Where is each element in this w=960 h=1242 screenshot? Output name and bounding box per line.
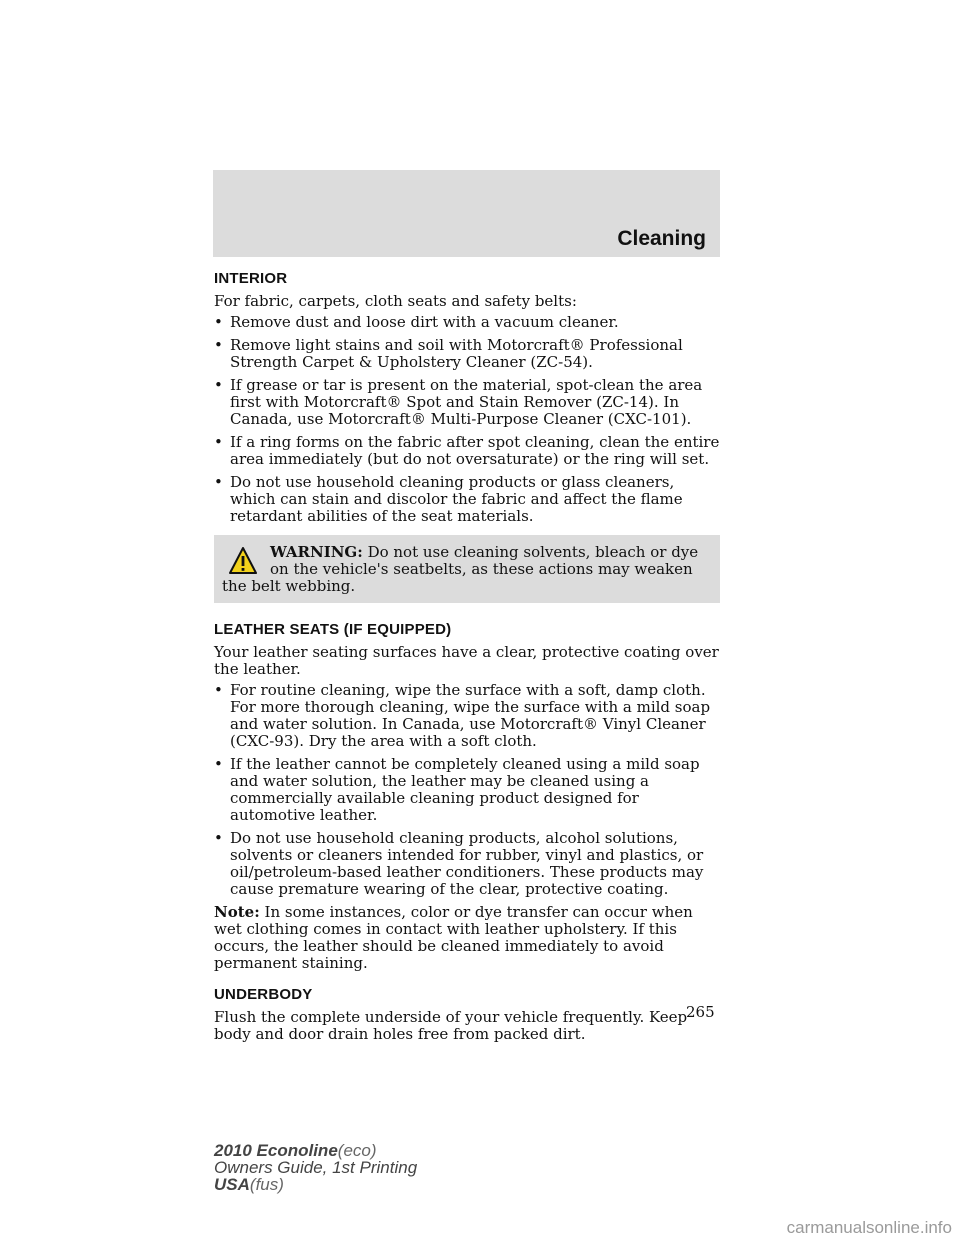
leather-note <box>214 904 720 972</box>
section-header-bar <box>213 170 720 257</box>
leather-bullet-list <box>214 682 720 898</box>
bullet-glyph: • <box>214 336 223 354</box>
list-item: • Do not use household cleaning products or glass cleaners, which can stain and discolor the fabric and affect the flame retardant abilities of the seat materials. <box>214 473 683 525</box>
leather-intro: Your leather seating surfaces have a clear, protective coating over the leather. <box>214 643 719 678</box>
page-content <box>214 270 720 1047</box>
bullet-glyph: • <box>214 313 223 331</box>
warning-text: Do not use cleaning solvents, bleach or dye on the vehicle's seatbelts, as these actions may weaken the belt webbing. <box>222 543 699 595</box>
page-number: 265 <box>686 1003 715 1021</box>
footer-model-code: (eco) <box>337 1141 377 1160</box>
site-watermark: carmanualsonline.info <box>786 1218 952 1237</box>
list-item: • Remove dust and loose dirt with a vacuum cleaner. <box>214 313 619 331</box>
list-item: • Remove light stains and soil with Motorcraft® Professional Strength Carpet & Upholstery Cleaner (ZC-54). <box>214 336 683 371</box>
interior-heading: INTERIOR <box>214 270 288 287</box>
leather-heading: LEATHER SEATS (IF EQUIPPED) <box>214 621 452 638</box>
list-item: • Do not use household cleaning products, alcohol solutions, solvents or cleaners intended for rubber, vinyl and plastics, or oil/petroleum-based leather conditioners. These products may cause premature wearing of the clear, protective coating. <box>214 829 704 898</box>
underbody-heading: UNDERBODY <box>214 986 313 1003</box>
interior-intro: For fabric, carpets, cloth seats and safety belts: <box>214 292 577 310</box>
warning-box <box>214 535 720 603</box>
note-label: Note: <box>214 903 260 921</box>
print-footer <box>214 1142 417 1193</box>
bullet-glyph: • <box>214 376 223 394</box>
footer-market: USA <box>214 1175 250 1194</box>
bullet-glyph: • <box>214 829 223 847</box>
warning-icon <box>228 546 258 576</box>
bullet-glyph: • <box>214 681 223 699</box>
bullet-glyph: • <box>214 755 223 773</box>
footer-model: 2010 Econoline <box>214 1141 338 1160</box>
section-title: Cleaning <box>617 227 706 250</box>
list-item: • If the leather cannot be completely cleaned using a mild soap and water solution, the leather may be cleaned using a commercially available cleaning product designed for automotive leather. <box>214 755 700 824</box>
underbody-text: Flush the complete underside of your vehicle frequently. Keep body and door drain holes free from packed dirt. <box>214 1008 688 1043</box>
list-item: • For routine cleaning, wipe the surface with a soft, damp cloth. For more thorough cleaning, wipe the surface with a mild soap and water solution. In Canada, use Motorcraft® Vinyl Cleaner (CXC-93). Dry the area with a soft cloth. <box>214 681 711 750</box>
bullet-glyph: • <box>214 473 223 491</box>
note-text: In some instances, color or dye transfer can occur when wet clothing comes in contact with leather upholstery. If this occurs, the leather should be cleaned immediately to avoid permanent staining. <box>214 903 693 972</box>
list-item: • If a ring forms on the fabric after spot cleaning, clean the entire area immediately (but do not oversaturate) or the ring will set. <box>214 433 720 468</box>
list-item: • If grease or tar is present on the material, spot-clean the area first with Motorcraft® Spot and Stain Remover (ZC-14). In Canada, use Motorcraft® Multi-Purpose Cleaner (CXC-101). <box>214 376 703 428</box>
interior-bullet-list <box>214 314 720 525</box>
warning-label: WARNING: <box>270 543 363 561</box>
bullet-glyph: • <box>214 433 223 451</box>
footer-printing: Owners Guide, 1st Printing <box>214 1158 418 1177</box>
footer-market-code: (fus) <box>249 1175 284 1194</box>
